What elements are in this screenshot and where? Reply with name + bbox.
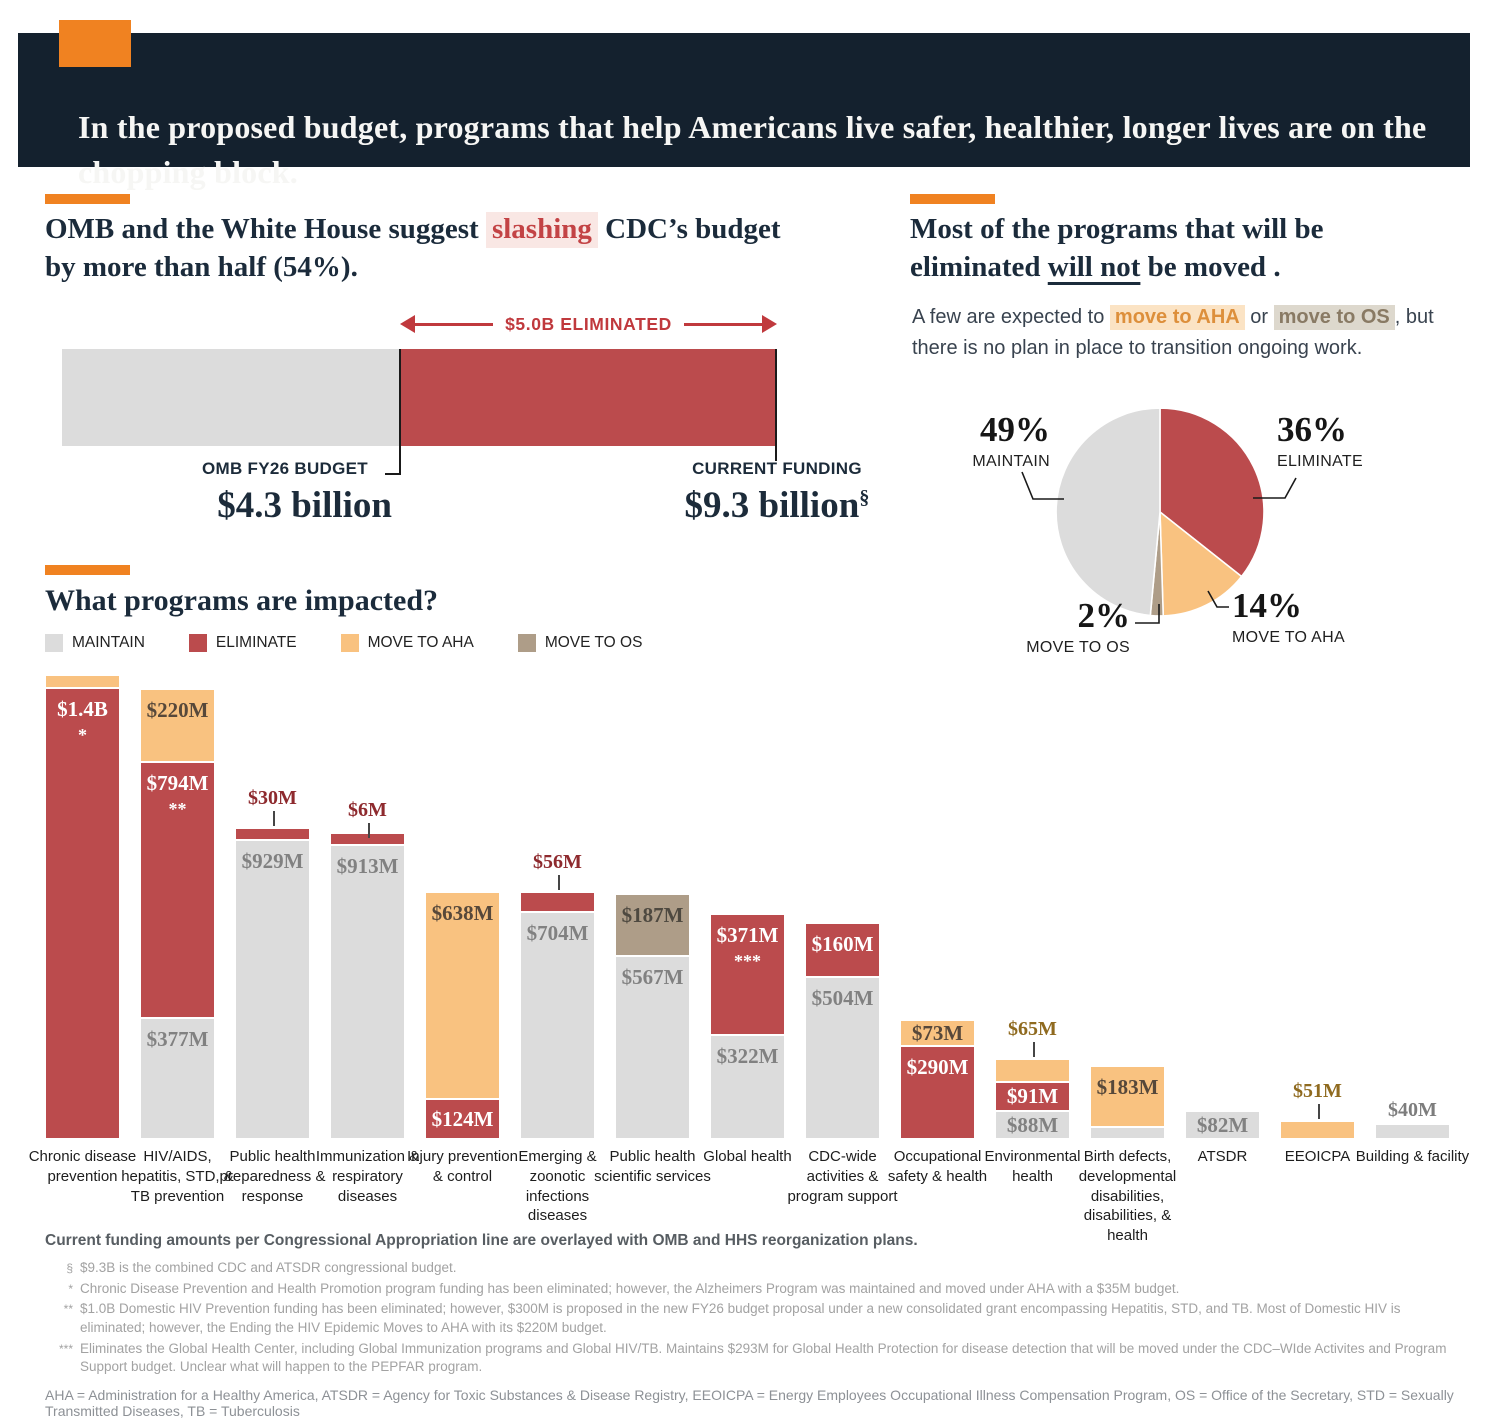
program-category-label: Public health scientific services bbox=[594, 1148, 711, 1185]
program-category-label: Immunization & respiratory diseases bbox=[315, 1148, 420, 1205]
pie-label-maintain bbox=[880, 412, 1050, 471]
segment-value-above: $51M bbox=[1293, 1080, 1342, 1102]
program-bar bbox=[594, 674, 711, 1185]
segment-maintain bbox=[616, 955, 689, 1138]
pie-pct-os: 2% bbox=[1077, 596, 1130, 635]
program-category-label: ATSDR bbox=[1197, 1148, 1248, 1165]
segment-aha bbox=[426, 893, 499, 1098]
budget-title-highlight: slashing bbox=[486, 212, 598, 248]
footnote-row bbox=[45, 1280, 1467, 1299]
pie-section-body bbox=[912, 302, 1464, 364]
footnotes bbox=[45, 1232, 1467, 1419]
budget-title-pre: OMB and the White House suggest bbox=[45, 213, 486, 245]
aha-swatch-icon bbox=[341, 634, 359, 652]
programs-accent-bar bbox=[45, 565, 130, 575]
eliminated-arrow-label: $5.0B ELIMINATED bbox=[505, 313, 672, 334]
segment-eliminate bbox=[426, 1098, 499, 1138]
segment-value: $82M bbox=[1196, 1112, 1249, 1137]
segment-value: $929M bbox=[241, 849, 304, 873]
segment-maintain bbox=[1091, 1126, 1164, 1138]
legend-label: MOVE TO AHA bbox=[367, 634, 474, 651]
segment-value: $567M bbox=[621, 965, 684, 989]
pie-label-os bbox=[958, 598, 1130, 657]
segment-value: $160M bbox=[811, 932, 874, 956]
footnote-row bbox=[45, 1300, 1467, 1337]
pie-title-underlined: will not bbox=[1047, 251, 1141, 284]
arrow-line bbox=[684, 323, 762, 326]
banner bbox=[18, 33, 1470, 190]
segment-value: $187M bbox=[621, 903, 684, 927]
eliminated-arrow bbox=[400, 313, 777, 335]
footnote-marker: *** bbox=[58, 1341, 73, 1356]
program-category-label: Public health preparedness & response bbox=[219, 1148, 326, 1205]
pie-name-os: MOVE TO OS bbox=[1026, 638, 1130, 656]
omb-budget-bar-segment bbox=[62, 349, 400, 446]
segment-maintain bbox=[711, 1034, 784, 1138]
current-funding-tick bbox=[775, 349, 777, 461]
leader-maintain bbox=[1022, 472, 1064, 499]
legend bbox=[45, 634, 642, 652]
value-pointer-line bbox=[273, 811, 275, 826]
leader-os bbox=[1135, 604, 1159, 623]
maintain-swatch-icon bbox=[45, 634, 63, 652]
segment-eliminate bbox=[806, 924, 879, 976]
value-pointer-line bbox=[1318, 1104, 1320, 1119]
segment-aha bbox=[901, 1021, 974, 1045]
segment-eliminate bbox=[236, 829, 309, 839]
arrow-line bbox=[415, 323, 493, 326]
current-funding-value: $9.3 billion§ bbox=[684, 485, 870, 526]
segment-value: $704M bbox=[526, 921, 589, 945]
segment-aha bbox=[1091, 1067, 1164, 1126]
segment-value: $91M bbox=[1006, 1084, 1059, 1108]
segment-value: $1.4B bbox=[57, 697, 108, 721]
segment-maintain bbox=[1186, 1112, 1259, 1138]
eliminated-bar-segment bbox=[400, 349, 777, 446]
segment-value-above: $30M bbox=[248, 787, 297, 809]
legend-item-eliminate bbox=[189, 634, 297, 652]
pie-pct-maintain: 49% bbox=[980, 410, 1050, 449]
segment-value-above: $56M bbox=[533, 851, 582, 873]
segment-value-above: $40M bbox=[1388, 1099, 1437, 1121]
budget-accent-bar bbox=[45, 194, 130, 204]
footnote-marker: ** bbox=[63, 1302, 73, 1317]
segment-maintain bbox=[236, 839, 309, 1138]
program-bar bbox=[28, 674, 137, 1185]
segment-value: $913M bbox=[336, 854, 399, 878]
pie-section-title bbox=[910, 210, 1415, 287]
pie-name-maintain: MAINTAIN bbox=[972, 452, 1050, 470]
program-bar bbox=[219, 674, 326, 1205]
programs-section-title: What programs are impacted? bbox=[45, 584, 439, 617]
os-swatch-icon bbox=[518, 634, 536, 652]
program-bar bbox=[787, 674, 898, 1205]
program-bar bbox=[1186, 674, 1259, 1165]
program-bar bbox=[315, 674, 420, 1205]
footnote-intro: Current funding amounts per Congressional Appropriation line are overlayed with OMB and HHS reorganization plans. bbox=[45, 1232, 918, 1249]
segment-eliminate bbox=[711, 915, 784, 1034]
segment-os bbox=[616, 895, 689, 955]
footnote-marker: * bbox=[68, 1281, 73, 1296]
omb-budget-label-group bbox=[100, 459, 392, 527]
segment-value: $183M bbox=[1096, 1075, 1159, 1099]
arrow-left-icon bbox=[400, 315, 415, 333]
pie-label-aha bbox=[1232, 588, 1422, 647]
segment-eliminate bbox=[521, 893, 594, 911]
segment-value: $322M bbox=[716, 1044, 779, 1068]
program-bar bbox=[121, 674, 234, 1205]
footnote-text: $1.0B Domestic HIV Prevention funding has been eliminated; however, $300M is proposed in the new FY26 budget proposal under a new consolidated grant encompassing Hepatitis, STD, and TB. Most of Domestic HIV is eliminated; however, the Ending the HIV Epidemic Moves to AHA with its $220M budget. bbox=[80, 1301, 1401, 1335]
segment-value: $88M bbox=[1006, 1112, 1059, 1137]
budget-title-post: CDC’s budget by more than half (54%). bbox=[45, 213, 781, 284]
footnote-marker: * bbox=[78, 725, 87, 745]
legend-label: ELIMINATE bbox=[215, 634, 297, 651]
arrow-right-icon bbox=[762, 315, 777, 333]
program-bar bbox=[1078, 674, 1177, 1245]
segment-eliminate bbox=[901, 1045, 974, 1138]
program-bar bbox=[887, 674, 988, 1185]
pie-title-pre: Most of the programs that will be eliminated bbox=[910, 213, 1324, 284]
banner-headline: In the proposed budget, programs that help Americans live safer, healthier, longer lives are on the chopping block. bbox=[78, 109, 1427, 190]
segment-value: $794M bbox=[146, 771, 209, 795]
program-category-label: Birth defects, developmental disabilities, disabilities, & health bbox=[1078, 1148, 1177, 1245]
pie-accent-bar bbox=[910, 194, 995, 204]
pie-pct-aha: 14% bbox=[1232, 586, 1302, 625]
footnote-text: Chronic Disease Prevention and Health Promotion program funding has been eliminated; however, the Alzheimers Program was maintained and moved under AHA with a $35M budget. bbox=[80, 1280, 1180, 1296]
leader-eliminate bbox=[1253, 478, 1296, 498]
segment-eliminate bbox=[141, 761, 214, 1017]
segment-aha bbox=[141, 690, 214, 761]
current-funding-label-group bbox=[637, 459, 917, 527]
program-bar bbox=[1355, 674, 1470, 1165]
program-category-label: Chronic disease prevention bbox=[28, 1148, 137, 1185]
leader-aha bbox=[1208, 591, 1229, 607]
pie-body-pre: A few are expected to bbox=[912, 306, 1110, 328]
program-category-label: Occupational safety & health bbox=[887, 1148, 988, 1185]
segment-eliminate bbox=[46, 687, 119, 1138]
segment-value: $124M bbox=[431, 1106, 494, 1131]
footnote-list bbox=[45, 1259, 1467, 1377]
footnote-marker: ** bbox=[168, 799, 187, 819]
move-to-aha-highlight: move to AHA bbox=[1110, 305, 1245, 330]
pie-body-post: , but there is no plan in place to transition ongoing work. bbox=[912, 306, 1434, 359]
omb-budget-label: OMB FY26 BUDGET bbox=[201, 459, 368, 478]
budget-section-title bbox=[45, 210, 810, 287]
pie-label-eliminate bbox=[1277, 412, 1467, 471]
segment-value: $504M bbox=[811, 986, 874, 1010]
segment-value: $73M bbox=[911, 1020, 964, 1045]
section-mark: § bbox=[859, 486, 870, 509]
program-category-label: Environmental health bbox=[984, 1148, 1081, 1185]
segment-maintain bbox=[141, 1017, 214, 1138]
program-category-label: Injury prevention & control bbox=[407, 1148, 518, 1185]
footnote-marker: § bbox=[66, 1261, 73, 1275]
pie-name-aha: MOVE TO AHA bbox=[1232, 628, 1345, 646]
pie-pct-eliminate: 36% bbox=[1277, 410, 1347, 449]
segment-aha bbox=[46, 676, 119, 687]
segment-maintain bbox=[1376, 1125, 1449, 1138]
segment-value-above: $6M bbox=[348, 799, 387, 821]
legend-label: MAINTAIN bbox=[72, 634, 145, 651]
legend-label: MOVE TO OS bbox=[544, 634, 643, 651]
omb-budget-value: $4.3 billion bbox=[217, 485, 392, 526]
program-bar bbox=[703, 674, 792, 1165]
segment-eliminate bbox=[996, 1081, 1069, 1110]
segment-value: $290M bbox=[906, 1055, 969, 1079]
segment-maintain bbox=[806, 976, 879, 1138]
pie-name-eliminate: ELIMINATE bbox=[1277, 452, 1363, 470]
footnote-row bbox=[45, 1340, 1467, 1377]
program-bar bbox=[984, 674, 1081, 1185]
segment-value-above: $65M bbox=[1008, 1018, 1057, 1040]
segment-value: $377M bbox=[146, 1027, 209, 1051]
value-pointer-line bbox=[368, 823, 370, 838]
footnote-marker: *** bbox=[734, 951, 761, 971]
omb-budget-tick bbox=[399, 349, 401, 475]
legend-item-aha bbox=[341, 634, 474, 652]
program-category-label: Global health bbox=[703, 1148, 792, 1165]
footnote-row bbox=[45, 1259, 1467, 1278]
program-category-label: Building & facility bbox=[1355, 1148, 1470, 1165]
legend-item-maintain bbox=[45, 634, 145, 652]
legend-item-os bbox=[518, 634, 643, 652]
program-bar bbox=[1281, 674, 1354, 1165]
program-bar bbox=[518, 674, 597, 1225]
program-category-label: CDC-wide activities & program support bbox=[787, 1148, 898, 1205]
pie-body-mid: or bbox=[1244, 306, 1274, 328]
value-pointer-line bbox=[558, 875, 560, 890]
footnote-text: Eliminates the Global Health Center, including Global Immunization programs and Global HIV/TB. Maintains $293M for Global Health Protection for disease detection that will be moved under the CDC–WIde Activites and Program Support budget. Unclear what will happen to the PEPFAR program. bbox=[80, 1340, 1447, 1375]
segment-aha bbox=[1281, 1122, 1354, 1138]
footnote-text: $9.3B is the combined CDC and ATSDR congressional budget. bbox=[80, 1260, 457, 1275]
segment-maintain bbox=[521, 911, 594, 1138]
program-category-label: EEOICPA bbox=[1284, 1148, 1351, 1165]
segment-value: $371M bbox=[716, 923, 779, 947]
program-category-label: HIV/AIDS, hepatitis, STD, & TB prevention bbox=[121, 1148, 234, 1205]
segment-value: $638M bbox=[431, 901, 494, 925]
banner-accent-tab bbox=[59, 20, 131, 67]
segment-maintain bbox=[331, 844, 404, 1138]
segment-value: $220M bbox=[146, 698, 209, 722]
eliminate-swatch-icon bbox=[189, 634, 207, 652]
pie-title-post: be moved . bbox=[1140, 251, 1281, 284]
program-bar bbox=[407, 674, 518, 1185]
move-to-os-highlight: move to OS bbox=[1274, 305, 1395, 330]
value-pointer-line bbox=[1033, 1042, 1035, 1057]
segment-maintain bbox=[996, 1110, 1069, 1138]
segment-aha bbox=[996, 1060, 1069, 1081]
program-category-label: Emerging & zoonotic infections diseases bbox=[518, 1148, 597, 1225]
current-funding-label: CURRENT FUNDING bbox=[692, 459, 862, 478]
abbreviations-line: AHA = Administration for a Healthy America, ATSDR = Agency for Toxic Substances & Disease Registry, EEOICPA = Energy Employees Occupational Illness Compensation Program, OS = Office of the Secretary, STD = Sexually Transmitted Diseases, TB = Tuberculosis bbox=[45, 1386, 1454, 1419]
